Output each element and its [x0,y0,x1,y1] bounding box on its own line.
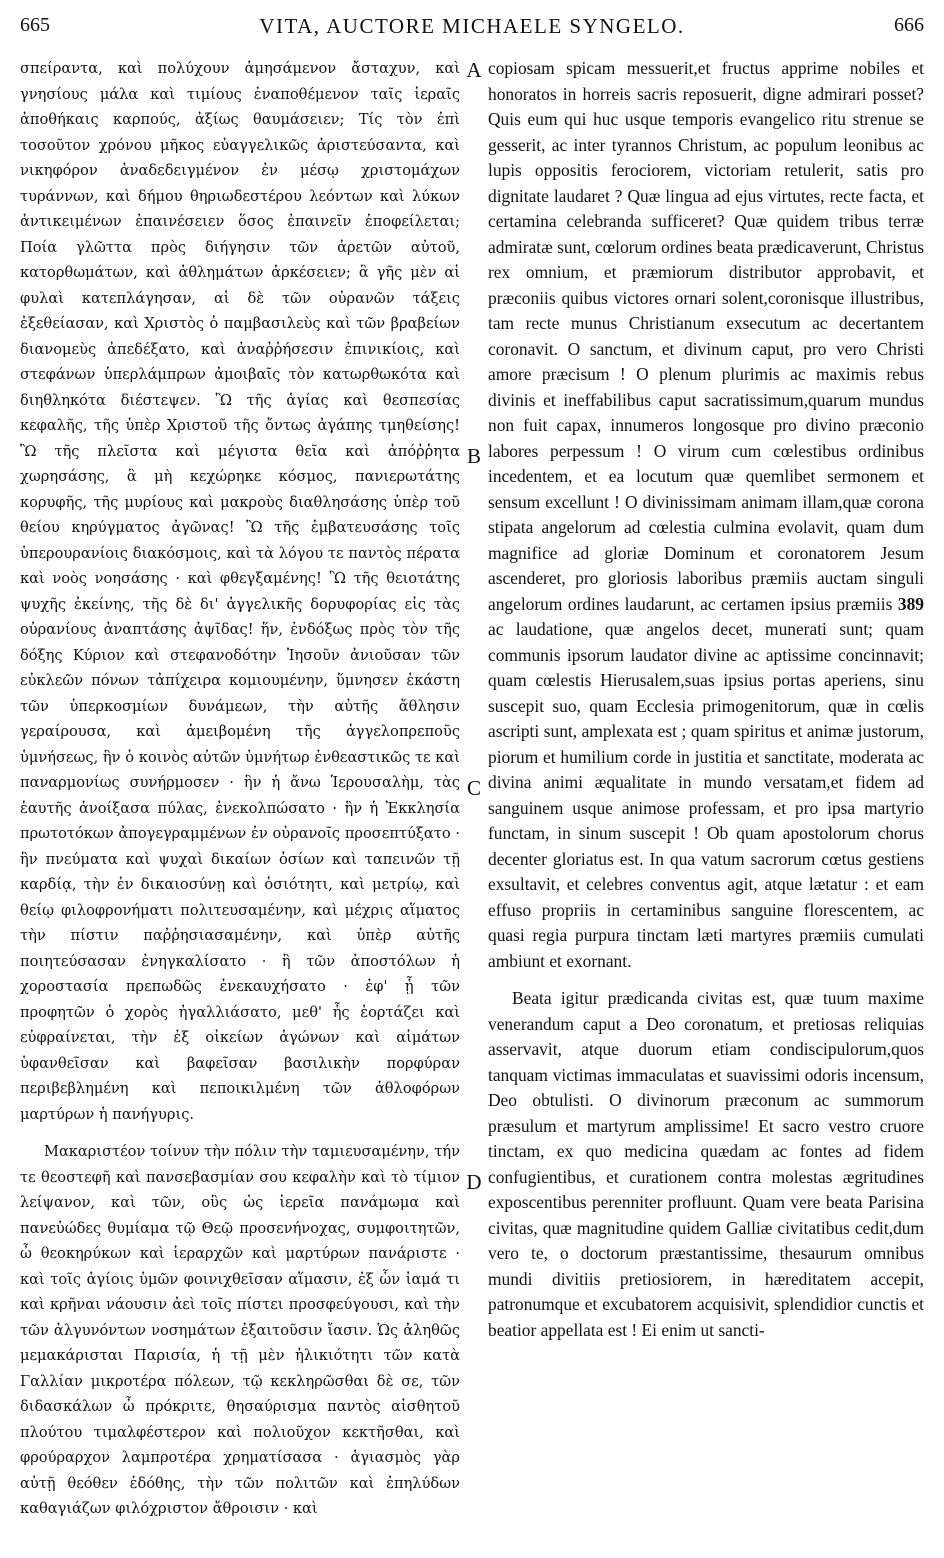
greek-column [20,56,460,1538]
page-number-left: 665 [20,14,50,36]
page-number-right: 666 [894,14,924,36]
margin-marker-b: B [466,444,481,468]
latin-paragraph-1 [488,56,924,974]
running-title: VITA, AUCTORE MICHAELE SYNGELO. [259,14,685,38]
greek-paragraph-2: Μακαριστέον τοίνυν τὴν πόλιν τὴν ταμιευσαμένην, τήν τε θεοστεφῆ καὶ πανσεβασμίαν σου κεφαλὴν καὶ τὸ τίμιον λείψανον, καὶ τῶν, οὓς ὡς ἱερεῖα πανάμωμα καὶ πανεὐώδες θυμίαμα τῷ Θεῷ προσενήνοχας, συμφοιτητῶν, ὦ θεοκηρύκων καὶ ἱεραρχῶν καὶ μαρτύρων πανάριστε · καὶ τοῖς ἁγίοις ὑμῶν φοινιχθεῖσαν αἵμασιν, ἐξ ὧν ἰαμά τι καὶ κρῆναι νάουσιν ἀεὶ τοῖς πίστει προσφεύγουσι, καὶ τὴν τῶν ἀλγυνόντων νοσημάτων ἐξαιτοῦσιν ἴασιν. Ὡς ἀληθῶς μεμακάρισται Παρισία, ἡ τῇ μὲν ἡλικιότητι τῶν κατὰ Γαλλίαν μικροτέρα πόλεων, τῷ κεκληρῶσθαι δὲ σε, τῶν διδασκάλων ὦ πρόκριτε, θησαύρισμα παντὸς αἰσθητοῦ πλούτου τιμαλφέστερον καὶ πολιοῦχον κεκτῆσθαι, καὶ φρούραρχον λαμπροτέρα χρηματίσασα · ἁγιασμὸς γὰρ αὐτῇ θεόθεν ἐδόθης, τὴν τῶν πολιτῶν καὶ ἐπηλύδων καθαγιάζων φιλόχριστον ἄθροισιν · καὶ [20,1143,460,1517]
latin-paragraph-2: Beata igitur prædicanda civitas est, quæ tuum maxime venerandum caput a Deo coronatum, et pretiosas reliquias asservavit, atque duorum etiam condiscipulorum,quos tanquam victimas immaculatas et suavissimi odoris incensum, Deo obtulisti. O divinorum præconum ac summorum præsulum et martyrum amplissime! Et sacro vestro cruore tinctam, ex quo medicina quædam ac fontes ad fidem confugientibus, et curationem contra molestas ægritudines exposcentibus perenniter profluunt. Quam vere beata Parisina civitas, quæ magnitudine quidem Galliæ civitatibus cedit,dum vero te, o doctorum præstantissime, thesaurum omnibus mundi divitiis pretiosiorem, in hæreditatem accepit, patronumque et excubatorem acquisivit, splendidior cunctis et beatior appellata est ! Ei enim ut sancti- [488,988,924,1340]
greek-paragraph-1: σπείραντα, καὶ πολύχουν ἀμησάμενον ἄσταχυν, καὶ γνησίους μάλα καὶ τιμίους ἐναποθέμενον ταῖς ἱεραῖς ἀποθήκαις καρπούς, ἀξίως θαυμάσειεν; Τίς τὸν ἐπὶ τοσοῦτον χρόνου μῆκος εὐαγγελικῶς ἀριστεύσαντα, καὶ νικηφόρον ἀναδεδειγμένον ἐν μέσῳ χριστομάχων τυράννων, καὶ δήμου θηριωδεστέρου λεόντων καὶ λύκων ἀντικειμένων ἐπαινέσειεν ὅσος ἐπαινεῖν ἐποφείλεται; Ποία γλῶττα πρὸς διήγησιν τῶν ἀρετῶν αὐτοῦ, κατορθωμάτων, καὶ ἀθλημάτων ἀρκέσειεν; ἃ γῆς μὲν αἱ φυλαὶ κατεπλάγησαν, αἱ δὲ τῶν οὐρανῶν τάξεις ἐξεθείασαν, καὶ Χριστὸς ὁ παμβασιλεὺς καὶ τῶν βραβείων διανομεὺς ἀπεδέξατο, καὶ ἀναῤῥήσεσιν ἐπινικίοις, καὶ στεφάνων ὑπερλάμπρων ἀμοιβαῖς τὸν κατωρθωκότα καὶ διηθληκότα διέστεψεν. Ὢ τῆς ἁγίας καὶ θεσπεσίας κεφαλῆς, τῆς ὑπὲρ Χριστοῦ τῆς ὄντως ἀγάπης τμηθείσης! Ὢ τῆς πλεῖστα καὶ μέγιστα θεῖα καὶ ἀπόῤῥητα χωρησάσης, ἃ μὴ κεχώρηκε κόσμος, πανιερωτάτης κορυφῆς, τῆς μυρίους καὶ μακροὺς διαθλησάσης ὑπὲρ τοῦ θείου κηρύγματος ἀγῶνας! Ὢ τῆς ἐμβατευσάσης τοῖς ὑπερουρανίοις διακόσμοις, καὶ τὰ λόγου τε παντὸς πέρατα καὶ νοὸς νοησάσης · καὶ φθεγξαμένης! Ὢ τῆς θειοτάτης ψυχῆς ἐκείνης, τῆς δὲ δι' ἀγγελικῆς δορυφορίας εἰς τὰς οὐρανίους ἀναπτάσης ἀψῖδας! ἥν, ἐνδόξως πρὸς τὸν τῆς δόξης Κύριον καὶ στεφανοδότην Ἰησοῦν ἀνιοῦσαν τῶν εὐκλεῶν πόνων τἀπίχειρα κομιουμένην, ὕμνησεν ἑκάστη τῶν ὑπερκοσμίων δυνάμεων, τὴν αὐτῆς ἄθλησιν γεραίρουσα, καὶ ἀμειβομένη τῆς ἀγγελοπρεποῦς ὑμνήσεως, ἣν ὁ κοινὸς αὐτῶν ὑμνήτωρ ἐνθεαστικῶς τε καὶ παναρμονίως συνήρμοσεν · ἣν ἡ ἄνω Ἱερουσαλὴμ, τὰς ἑαυτῆς ἀνοίξασα πύλας, ἐνεκολπώσατο · ἣν ἡ Ἐκκλησία πρωτοτόκων ἀπογεγραμμένων ἐν οὐρανοῖς προσεπτύξατο · ἣν πνεύματα καὶ ψυχαὶ δικαίων ὁσίων καὶ ταπεινῶν τῇ καρδίᾳ, τὴν ἐν δικαιοσύνῃ καὶ ὁσιότητι, καὶ μετρίῳ, καὶ θείῳ φιλοφρονήματι πολιτευσαμένην, καὶ μέχρις αἵματος τὴν πίστιν παῤῥησιασαμένην, καὶ ὑπὲρ αὐτῆς ποιητεύσασαν ἐνηγκαλίσατο · ἣ τῶν ἀποστόλων ἡ χοροστασία πρεπωδῶς ἐνεκαυχήσατο · ἐφ' ᾗ τῶν προφητῶν ὁ χορὸς ἠγαλλιάσατο, μεθ' ἧς ἑορτάζει καὶ εὐφραίνεται, τὴν ἐξ οἰκείων ἀγώνων καὶ αἱμάτων ὑφανθεῖσαν καὶ βαφεῖσαν βασιλικὴν πορφύραν περιβεβλημένη καὶ πεποικιλμένη τῶν ἀθλοφόρων μαρτύρων ἡ πανήγυρις. [20,60,460,1123]
margin-marker-d: D [466,1170,482,1194]
latin-column [488,56,924,1538]
margin-marker-a: A [466,58,482,82]
latin-paragraph-1-part-b: ac laudatione, quæ angelos decet, munerati sunt; quam communis ipsorum laudator divine ac aptissime concinnavit; quam cœlestis Hierusalem,suas ipsius portas aperiens, sinu suscepit suo, quam Ecclesia primogenitorum, quæ in cœlis ascripti sunt, amplexata est ; quam spiritus et animæ justorum, piorum et humilium corde in justitia et sanctitate, moderata ac divina animi æqualitate in mundo versatam,et fidem ad sanguinem usque animose professam, et pro ipsa martyrio functam, in sinum suscepit ! Ob quam apostolorum chorus decenter gloriatus est. In qua vatum sacrorum cœtus gestiens exsultavit, et celebres conventus agit, atque lætatur : et eam effuso propriis in certaminibus sanguine florescentem, ac quasi regia purpura tinctam læti martyres præmiis cumulati ambiunt et exornant. [488,619,924,971]
running-header [20,14,924,44]
margin-marker-c: C [466,776,481,800]
column-number: 389 [897,593,924,614]
latin-paragraph-1-part-a: copiosam spicam messuerit,et fructus apprime nobiles et honoratos in horreis sacris reposuerit, digne admirari posset? Quis eum qui huc usque temporis evangelico ritu strenue se gesserit, ac inter tyrannos Christum, ac populum leonibus ac lupis oppositis ferociorem, victoriam retulerit, satis pro dignitate laudaret ? Quæ lingua ad ejus virtutes, recte facta, et certamina celebranda sufficeret? Quæ quidem tribus terræ admiratæ sunt, cœlorum ordines beata prædicaverunt, Christus rex omnium, et præmiorum distributor approbavit, et præconiis quibus victores ornari solent,coronisque illustribus, tam recte munus Christianum exsecutum ac decertantem coronavit. O sanctum, et divinum caput, pro vero Christi amore præcisum ! O plenum plurimis ac maximis rebus divinis et ineffabilibus caput sacratissimum,quarum mundus non fuit capax, innumeros longosque pro divino præconio labores perpessum ! O virum cum cœlestibus ordinibus incedentem, et ea locutum quæ quemlibet sermonem et sensum excellunt ! O divinissimam animam illam,quæ corona stipata angelorum ad cœlestia culmina evolavit, quam dum magnifice ad gloriæ Dominum et coronatorem Jesum ascenderet, pro gloriosis laboribus præmiis auctam singuli angelorum ordines laudarunt, ac certamen ipsius præmiis [488,58,924,614]
